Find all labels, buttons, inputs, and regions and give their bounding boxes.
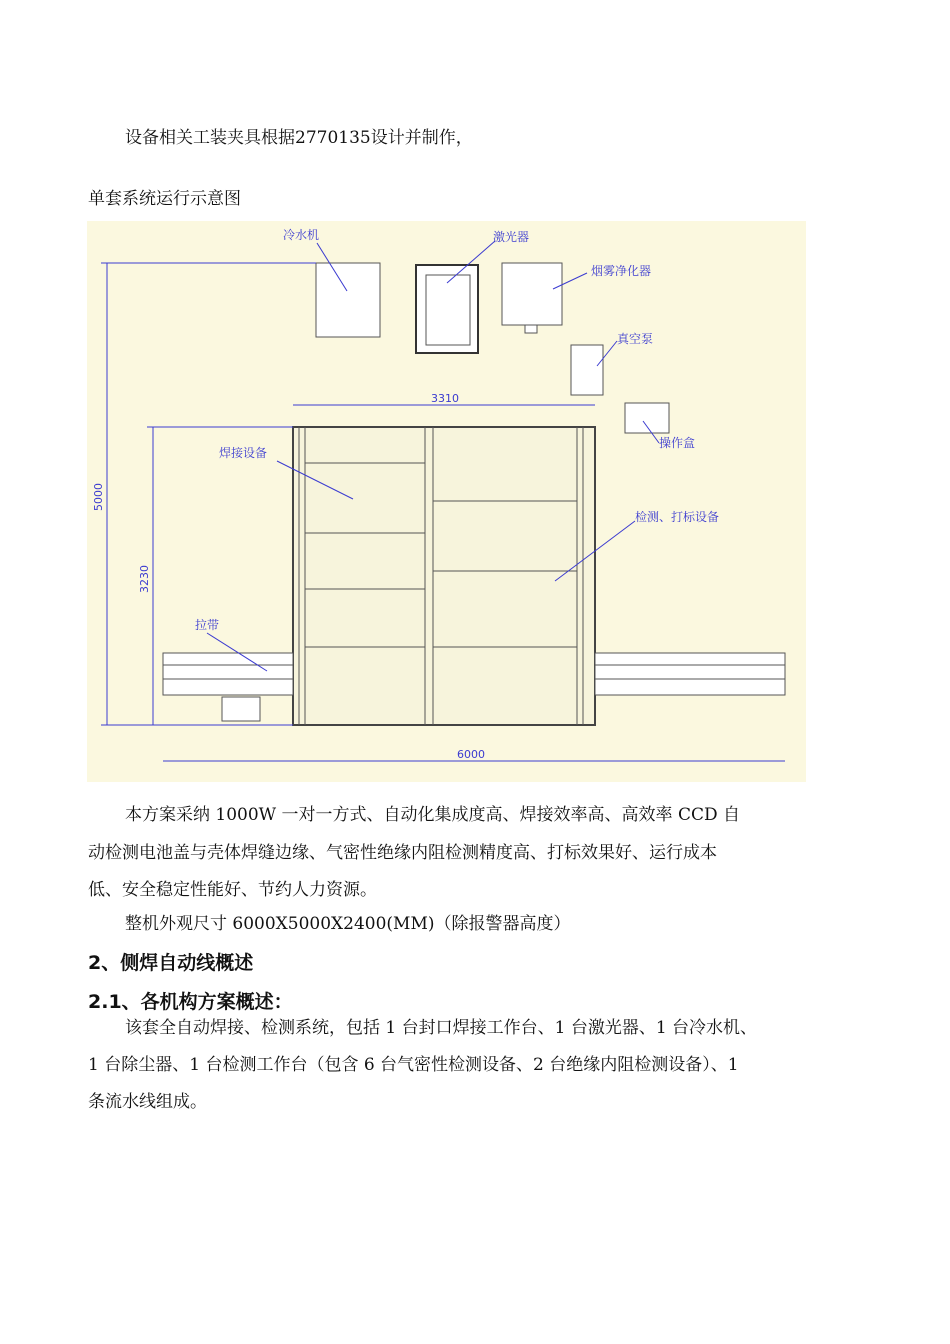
label-inspection: 检测、打标设备	[635, 510, 720, 524]
label-laser: 激光器	[493, 230, 530, 244]
dim-width-total: 6000	[457, 748, 485, 761]
dim-height-main: 3230	[138, 565, 151, 593]
control-box-unit	[625, 403, 669, 433]
chiller-unit	[316, 263, 380, 337]
para3-line1: 该套全自动焊接、检测系统，包括 1 台封口焊接工作台、1 台激光器、1 台冷水机、	[125, 1018, 758, 1038]
dim-top: 3310	[431, 392, 459, 405]
dim-height-total: 5000	[92, 483, 105, 511]
para2: 整机外观尺寸 6000X5000X2400(MM)（除报警器高度）	[125, 914, 571, 934]
para3-line2: 1 台除尘器、1 台检测工作台（包含 6 台气密性检测设备、2 台绝缘内阻检测设备）、1	[88, 1055, 739, 1075]
layout-diagram	[87, 221, 806, 782]
para1-line1: 本方案采纳 1000W 一对一方式、自动化集成度高、焊接效率高、高效率 CCD 自	[125, 805, 740, 825]
vacuum-pump-unit	[571, 345, 603, 395]
conveyor-left	[163, 653, 293, 695]
label-vacuum: 真空泵	[617, 332, 654, 346]
label-belt: 拉带	[195, 618, 220, 632]
label-control-box: 操作盒	[659, 436, 696, 450]
heading-2-1: 2.1、各机构方案概述：	[88, 991, 293, 1013]
para1-line2: 动检测电池盖与壳体焊缝边缘、气密性绝缘内阻检测精度高、打标效果好、运行成本	[88, 843, 717, 863]
heading-2: 2、侧焊自动线概述	[88, 952, 254, 974]
figure-caption: 单套系统运行示意图	[88, 189, 241, 209]
para3-line3: 条流水线组成。	[88, 1092, 207, 1112]
main-frame	[293, 427, 595, 725]
conveyor-right	[595, 653, 785, 695]
laser-unit	[416, 265, 478, 353]
fume-purifier-unit	[502, 263, 562, 325]
intro-line: 设备相关工装夹具根据2770135设计并制作，	[125, 128, 473, 148]
label-fume: 烟雾净化器	[591, 264, 652, 278]
label-chiller: 冷水机	[283, 228, 320, 242]
label-welding: 焊接设备	[219, 446, 268, 460]
para1-line3: 低、安全稳定性能好、节约人力资源。	[88, 880, 377, 900]
